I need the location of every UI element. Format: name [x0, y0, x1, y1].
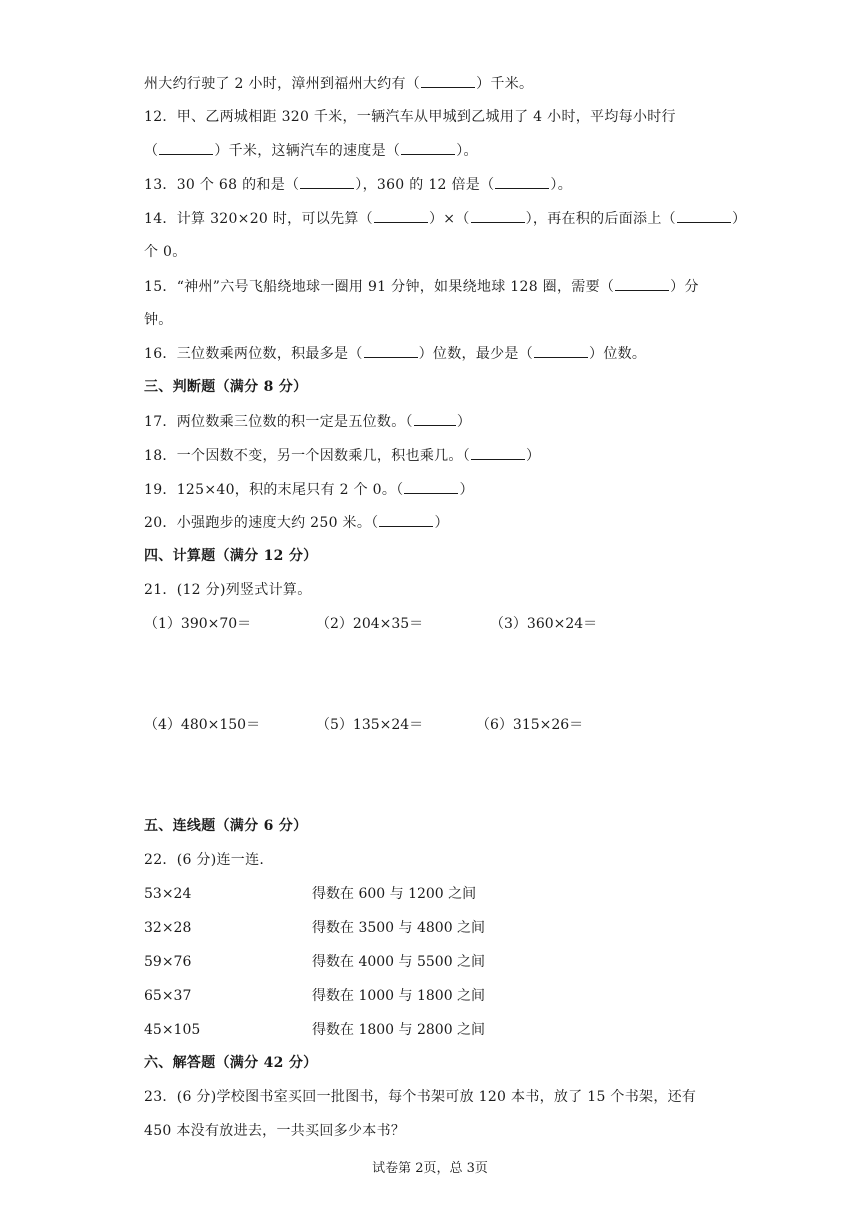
- answer-blank[interactable]: [421, 73, 475, 88]
- answer-blank[interactable]: [677, 208, 731, 223]
- calc-item: （1）390×70＝: [144, 616, 252, 632]
- match-left-item[interactable]: 65×37: [144, 988, 192, 1004]
- calc-item: （3）360×24＝: [490, 616, 598, 632]
- q11-tail: 州大约行驶了 2 小时，漳州到福州大约有（ ）千米。: [144, 73, 533, 94]
- q18: 18．一个因数不变，另一个因数乘几，积也乘几。（ ）: [144, 445, 540, 466]
- q21-title: 21．(12 分)列竖式计算。: [144, 582, 312, 598]
- q14-line2: 个 0。: [144, 244, 187, 260]
- section-4-heading: 四、计算题（满分 12 分）: [144, 548, 318, 564]
- answer-blank[interactable]: [534, 343, 588, 358]
- q15-line2: 钟。: [144, 312, 173, 328]
- answer-blank[interactable]: [471, 445, 525, 460]
- answer-blank[interactable]: [374, 208, 428, 223]
- q14-line1: 14．计算 320×20 时，可以先算（ ）×（ ），再在积的后面添上（ ）: [144, 208, 746, 229]
- q23-line2: 450 本没有放进去，一共买回多少本书？: [144, 1123, 406, 1139]
- match-right-item[interactable]: 得数在 3500 与 4800 之间: [312, 920, 486, 936]
- q23-line1: 23．(6 分)学校图书室买回一批图书，每个书架可放 120 本书，放了 15 个书架，还有: [144, 1089, 697, 1105]
- answer-blank[interactable]: [364, 343, 418, 358]
- match-left-item[interactable]: 45×105: [144, 1022, 201, 1038]
- calc-item: （6）315×26＝: [476, 717, 584, 733]
- section-3-heading: 三、判断题（满分 8 分）: [144, 379, 308, 395]
- answer-blank[interactable]: [495, 174, 549, 189]
- q15-line1: 15．“神州”六号飞船绕地球一圈用 91 分钟，如果绕地球 128 圈，需要（ ）分: [144, 276, 699, 297]
- answer-blank[interactable]: [159, 140, 213, 155]
- q19: 19．125×40，积的末尾只有 2 个 0。（ ）: [144, 479, 474, 500]
- answer-blank[interactable]: [471, 208, 525, 223]
- q20: 20．小强跑步的速度大约 250 米。（ ）: [144, 512, 449, 533]
- match-left-item[interactable]: 59×76: [144, 954, 192, 970]
- calc-item: （4）480×150＝: [144, 717, 261, 733]
- answer-blank[interactable]: [615, 276, 669, 291]
- match-right-item[interactable]: 得数在 600 与 1200 之间: [312, 886, 477, 902]
- match-left-item[interactable]: 53×24: [144, 886, 192, 902]
- match-right-item[interactable]: 得数在 1800 与 2800 之间: [312, 1022, 486, 1038]
- section-5-heading: 五、连线题（满分 6 分）: [144, 818, 308, 834]
- q12-line2: （ ）千米，这辆汽车的速度是（ ）。: [144, 140, 478, 161]
- answer-blank[interactable]: [414, 411, 456, 426]
- section-6-heading: 六、解答题（满分 42 分）: [144, 1055, 318, 1071]
- calc-item: （2）204×35＝: [316, 616, 424, 632]
- answer-blank[interactable]: [401, 140, 455, 155]
- answer-blank[interactable]: [379, 512, 433, 527]
- page-footer: 试卷第 2页，总 3页: [372, 1161, 488, 1176]
- answer-blank[interactable]: [300, 174, 354, 189]
- match-left-item[interactable]: 32×28: [144, 920, 192, 936]
- q16: 16．三位数乘两位数，积最多是（ ）位数，最少是（ ）位数。: [144, 343, 646, 364]
- q13: 13．30 个 68 的和是（ ），360 的 12 倍是（ ）。: [144, 174, 572, 195]
- calc-item: （5）135×24＝: [316, 717, 424, 733]
- q17: 17．两位数乘三位数的积一定是五位数。（ ）: [144, 411, 471, 432]
- q22-title: 22．(6 分)连一连.: [144, 852, 265, 868]
- q12-line1: 12．甲、乙两城相距 320 千米，一辆汽车从甲城到乙城用了 4 小时，平均每小时行: [144, 109, 676, 125]
- match-right-item[interactable]: 得数在 1000 与 1800 之间: [312, 988, 486, 1004]
- match-right-item[interactable]: 得数在 4000 与 5500 之间: [312, 954, 486, 970]
- answer-blank[interactable]: [404, 479, 458, 494]
